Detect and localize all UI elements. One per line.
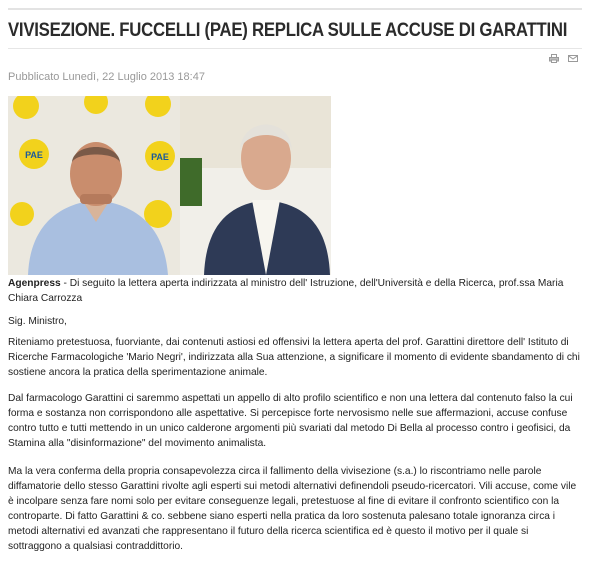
paragraph-1: Riteniamo pretestuosa, fuorviante, dai contenuti astiosi ed offensivi la lettera aperta del prof. Garattini direttore dell' Istituto di Ricerche Farmacologiche 'Mario Negri', indirizzata alla Sua attenzione, a significare il momento di evidente sbandamento di chi sostiene ancora la pratica della sperimentazione animale.: [8, 337, 580, 378]
svg-text:PAE: PAE: [151, 152, 169, 162]
agency-name: Agenpress: [8, 278, 61, 289]
article-title: VIVISEZIONE. FUCCELLI (PAE) REPLICA SULLE ACCUSE DI GARATTINI: [8, 19, 568, 41]
email-icon[interactable]: [568, 54, 578, 63]
lead-text: - Di seguito la lettera aperta indirizzata al ministro dell' Istruzione, dell'Università e della Ricerca, prof.ssa Maria Chiara Carrozza: [8, 278, 564, 304]
salutation: Sig. Ministro,: [8, 316, 67, 327]
article-lead: [8, 276, 582, 306]
photo-illustration: [8, 96, 331, 275]
article-photo: [8, 96, 331, 275]
article-tools: [549, 54, 578, 63]
top-divider: [8, 8, 582, 10]
svg-text:PAE: PAE: [25, 150, 43, 160]
title-divider: [8, 48, 582, 49]
paragraph-3: Ma la vera conferma della propria consapevolezza circa il fallimento della vivisezione (s.a.) lo riscontriamo nelle parole diffamatorie dello stesso Garattini rivolte agli esperti sui metodi alternativi definendoli pseudo-ricercatori. Vili accuse, come vile è incolpare senza fare nomi solo per evitare conseguenze legali, pretestuose al fine di evitare il confronto scientifico con la controparte. Di fatto Garattini & co. sebbene siano esperti nella pratica da loro sostenuta palesano totale ignoranza circa i metodi alternativi ed avanzati che rappresentano il futuro della ricerca scientifica ed è questo il motivo per il quale si sottraggono a qualsiasi contraddittorio.: [8, 466, 577, 552]
print-icon[interactable]: [549, 54, 559, 63]
paragraph-2: Dal farmacologo Garattini ci saremmo aspettati un appello di alto profilo scientifico e non una lettera dal contenuto falso la cui forma e sostanza non corrispondono alle aspettative. Si percepisce forte nervosismo nelle sue affermazioni, accuse confuse contro tutto e tutti mettendo in un unico calderone argomenti più svariati dal metodo Di Bella al processo contro i geofisici, da Stamina alla "disinformazione" del movimento animalista.: [8, 393, 573, 449]
publish-date: Pubblicato Lunedì, 22 Luglio 2013 18:47: [8, 71, 205, 83]
